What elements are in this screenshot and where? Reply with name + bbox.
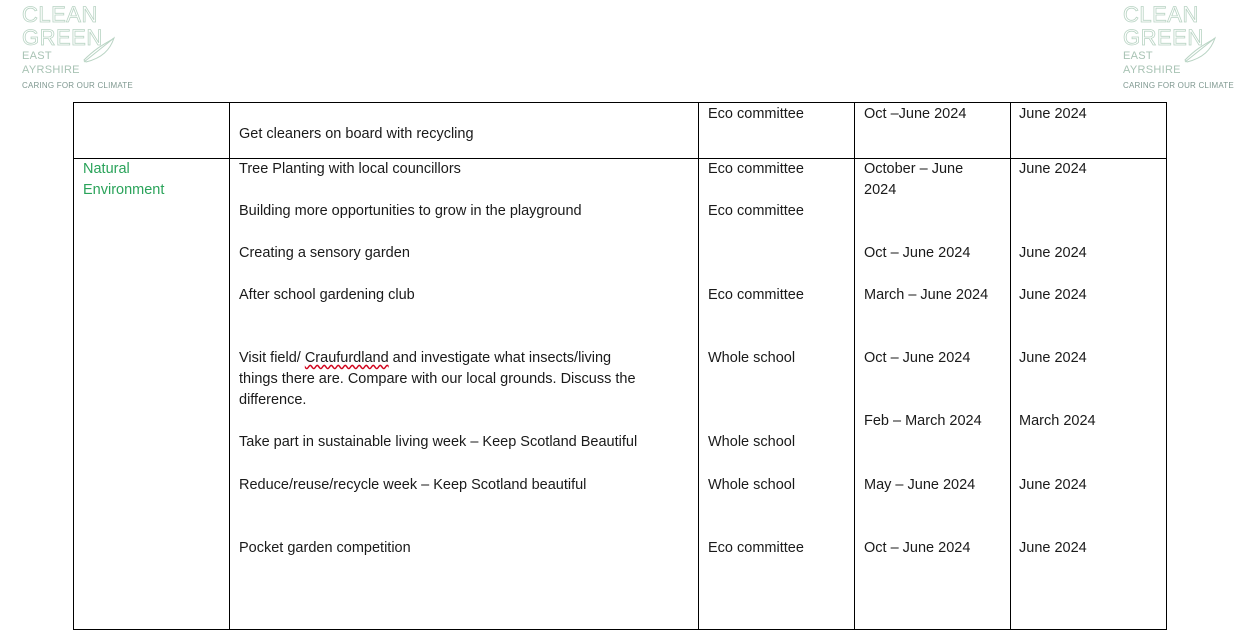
responsible-text: Whole school <box>708 434 796 450</box>
action-text-line2: things there are. Compare with our local grounds. Discuss the <box>239 371 636 387</box>
logo-word-green: GREEN <box>1123 25 1204 50</box>
timescale-text: Oct – June 2024 <box>864 245 971 261</box>
review-text: March 2024 <box>1019 413 1096 429</box>
clean-green-logo-left <box>14 0 154 96</box>
logo-tagline: CARING FOR OUR CLIMATE <box>1123 81 1234 90</box>
timescale-text: May – June 2024 <box>864 477 976 493</box>
review-cell <box>1011 103 1167 159</box>
action-text: Get cleaners on board with recycling <box>239 126 474 142</box>
spellcheck-word: Craufurdland <box>304 350 389 366</box>
timescale-text: Oct – June 2024 <box>864 350 971 366</box>
logo-word-clean: CLEAN <box>1123 2 1199 27</box>
review-text: June 2024 <box>1019 540 1087 556</box>
area-label-line2: Environment <box>83 182 165 198</box>
review-text: June 2024 <box>1019 161 1087 177</box>
review-text: June 2024 <box>1019 477 1087 493</box>
action-text: Reduce/reuse/recycle week – Keep Scotland beautiful <box>239 477 587 493</box>
action-plan-table <box>73 102 1167 630</box>
action-text: Building more opportunities to grow in the playground <box>239 203 582 219</box>
logo-word-ayrshire: AYRSHIRE <box>22 64 80 76</box>
action-text: Creating a sensory garden <box>239 245 410 261</box>
timescale-cell <box>855 103 1011 159</box>
responsible-text: Whole school <box>708 477 796 493</box>
responsible-text: Eco committee <box>708 106 804 122</box>
logo-word-east: EAST <box>22 50 52 62</box>
logo-word-ayrshire: AYRSHIRE <box>1123 64 1181 76</box>
timescale-text: Oct – June 2024 <box>864 540 971 556</box>
area-cell <box>74 103 230 159</box>
responsible-cell <box>699 159 855 630</box>
responsible-text: Eco committee <box>708 540 804 556</box>
responsible-text: Eco committee <box>708 161 804 177</box>
action-text: Visit field/ Craufurdland and investigate what insects/living <box>239 350 612 366</box>
review-text: June 2024 <box>1019 287 1087 303</box>
timescale-text: Feb – March 2024 <box>864 413 982 429</box>
responsible-text: Eco committee <box>708 287 804 303</box>
table-row <box>74 103 1167 159</box>
action-text: Tree Planting with local councillors <box>239 161 461 177</box>
logo-word-east: EAST <box>1123 50 1153 62</box>
logo-tagline: CARING FOR OUR CLIMATE <box>22 81 133 90</box>
review-text: June 2024 <box>1019 350 1087 366</box>
logo-word-green: GREEN <box>22 25 103 50</box>
timescale-text: October – June <box>864 161 964 177</box>
clean-green-logo-right <box>1115 0 1255 96</box>
logo-word-clean: CLEAN <box>22 2 98 27</box>
action-text: After school gardening club <box>239 287 415 303</box>
area-label-line1: Natural <box>83 161 130 177</box>
responsible-text: Whole school <box>708 350 796 366</box>
action-text: Pocket garden competition <box>239 540 411 556</box>
review-text: June 2024 <box>1019 245 1087 261</box>
table-row <box>74 159 1167 630</box>
review-text: June 2024 <box>1019 106 1087 122</box>
action-text: Take part in sustainable living week – Keep Scotland Beautiful <box>239 434 638 450</box>
timescale-cell <box>855 159 1011 630</box>
action-cell <box>230 159 699 630</box>
timescale-text-line2: 2024 <box>864 182 897 198</box>
action-text-line3: difference. <box>239 392 307 408</box>
review-cell <box>1011 159 1167 630</box>
responsible-cell <box>699 103 855 159</box>
timescale-text: Oct –June 2024 <box>864 106 967 122</box>
area-cell <box>74 159 230 630</box>
responsible-text: Eco committee <box>708 203 804 219</box>
timescale-text: March – June 2024 <box>864 287 989 303</box>
action-cell <box>230 103 699 159</box>
